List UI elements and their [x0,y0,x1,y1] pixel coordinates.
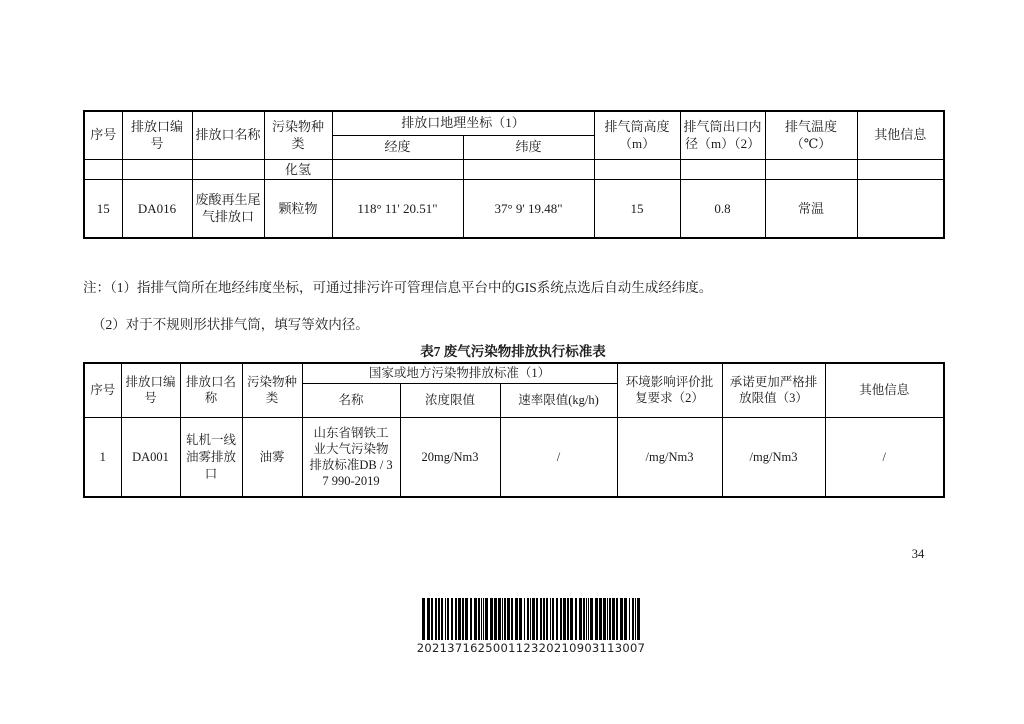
cell-other-info: / [825,417,944,497]
empty-cell [84,159,122,180]
header-stack-height: 排气筒高度（m） [594,111,680,159]
header-longitude: 经度 [332,135,463,159]
header-outlet-code: 排放口编号 [122,111,192,159]
header-latitude: 纬度 [463,135,594,159]
header-standard-name: 名称 [302,383,400,417]
header-other-info: 其他信息 [857,111,944,159]
cell-index: 1 [84,417,121,497]
header-rate-limit: 速率限值(kg/h) [500,383,617,417]
cell-outlet-code: DA001 [121,417,180,497]
cell-longitude: 118° 11' 20.51" [332,180,463,238]
header-outlet-name: 排放口名称 [192,111,264,159]
header-exhaust-temp: 排气温度（℃） [765,111,857,159]
header-stricter-limit: 承诺更加严格排放限值（3） [722,363,825,417]
empty-cell [857,159,944,180]
header-pollutant: 污染物种类 [242,363,302,417]
cell-pollutant: 油雾 [242,417,302,497]
header-outlet-code: 排放口编号 [121,363,180,417]
table-row [84,417,944,497]
cell-outlet-name: 废酸再生尾气排放口 [192,180,264,238]
header-other-info: 其他信息 [825,363,944,417]
cell-index: 15 [84,180,122,238]
header-index: 序号 [84,111,122,159]
cell-eia-requirement: /mg/Nm3 [617,417,722,497]
cell-stricter-limit: /mg/Nm3 [722,417,825,497]
cell-rate-limit: / [500,417,617,497]
barcode [415,598,647,655]
header-national-standard: 国家或地方污染物排放标准（1） [302,363,617,383]
header-outlet-name: 排放口名称 [180,363,242,417]
page-number: 34 [911,547,925,561]
empty-cell [765,159,857,180]
header-concentration-limit: 浓度限值 [400,383,500,417]
header-eia-requirement: 环境影响评价批复要求（2） [617,363,722,417]
emission-standards-table [83,362,945,498]
header-geo-coordinates: 排放口地理坐标（1） [332,111,594,135]
outlet-geo-table [83,110,945,239]
footnote-2: （2）对于不规则形状排气筒，填写等效内径。 [92,317,369,332]
cell-outlet-code: DA016 [122,180,192,238]
header-stack-diameter: 排气筒出口内径（m）（2） [680,111,765,159]
empty-cell [680,159,765,180]
cell-stack-height: 15 [594,180,680,238]
table-row-carryover [84,159,944,180]
cell-standard-name: 山东省钢铁工业大气污染物排放标准DB / 37 990-2019 [302,417,400,497]
cell-outlet-name: 轧机一线油雾排放口 [180,417,242,497]
table7-title: 表7 废气污染物排放执行标准表 [420,344,606,359]
header-pollutant: 污染物种类 [264,111,332,159]
cell-pollutant-carryover: 化氢 [264,159,332,180]
empty-cell [463,159,594,180]
header-index: 序号 [84,363,121,417]
cell-stack-diameter: 0.8 [680,180,765,238]
empty-cell [594,159,680,180]
cell-latitude: 37° 9' 19.48" [463,180,594,238]
cell-concentration-limit: 20mg/Nm3 [400,417,500,497]
cell-pollutant: 颗粒物 [264,180,332,238]
table-row [84,180,944,238]
empty-cell [122,159,192,180]
footnote-1: 注：（1）指排气筒所在地经纬度坐标，可通过排污许可管理信息平台中的GIS系统点选后自动生成经纬度。 [83,280,713,295]
empty-cell [332,159,463,180]
empty-cell [192,159,264,180]
barcode-bars-icon [415,598,647,640]
barcode-digits: 202137162500112320210903113007 [416,641,646,655]
cell-other-info [857,180,944,238]
cell-exhaust-temp: 常温 [765,180,857,238]
